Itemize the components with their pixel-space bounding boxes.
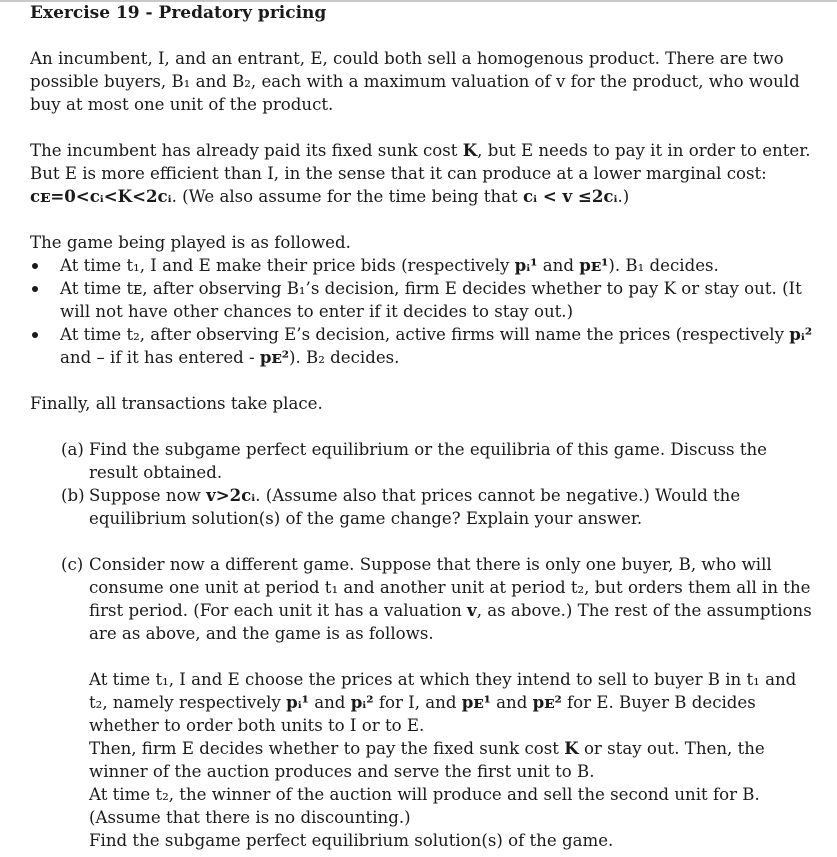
question-c-step-3: At time t₂, the winner of the auction will produce and sell the second unit for B. (Assume that there is no discounting.) [89,785,760,827]
questions-list [30,438,820,852]
game-step-3: At time t₂, after observing E’s decision, active firms will name the prices (respectively pᵢ² and – if it has entered - pᴇ²). B₂ decides. [30,323,820,369]
game-step-1: At time t₁, I and E make their price bids (respectively pᵢ¹ and pᴇ¹). B₁ decides. [30,254,820,277]
question-b-label: (b) [61,486,85,505]
question-c-details [30,668,820,852]
question-a-text: Find the subgame perfect equilibrium or the equilibria of this game. Discuss the result obtained. [89,440,768,482]
finally-paragraph: Finally, all transactions take place. [30,394,323,413]
question-b: (b) Suppose now v>2cᵢ. (Assume also that prices cannot be negative.) Would the equilibrium solution(s) of the game change? Explain your answer. [61,485,741,528]
game-step-2: At time tᴇ, after observing B₁’s decision, firm E decides whether to pay K or stay out. (It will not have other chances to enter if it decides to stay out.) [30,277,820,323]
exercise-document [30,2,820,852]
question-c-step-1: At time t₁, I and E choose the prices at which they intend to sell to buyer B in t₁ and t₂, namely respectively pᵢ¹ and pᵢ² for I, and pᴇ¹ and pᴇ² for E. Buyer B decides whether to order both units to I or to E. [89,670,797,735]
sunk-cost-paragraph: The incumbent has already paid its fixed sunk cost K, but E needs to pay it in order to enter. But E is more efficient than I, in the sense that it can produce at a lower marginal cost: cᴇ=0<cᵢ<K<2cᵢ. (We also assume for the time being that cᵢ < v ≤2cᵢ.) [30,140,811,206]
question-c: (c) Consider now a different game. Suppose that there is only one buyer, B, who will consume one unit at period t₁ and another unit at period t₂, but orders them all in the first period. (For each unit it has a valuation v, as above.) The rest of the assumptions are as above, and the game is as follows. [61,555,812,643]
question-a-label: (a) [61,440,84,459]
question-c-step-2: Then, firm E decides whether to pay the fixed sunk cost K or stay out. Then, the winner of the auction produces and serve the first unit to B. [89,738,765,781]
game-steps-list [30,254,820,369]
exercise-title: Exercise 19 - Predatory pricing [30,3,327,23]
intro-paragraph: An incumbent, I, and an entrant, E, could both sell a homogenous product. There are two possible buyers, B₁ and B₂, each with a maximum valuation of v for the product, who would buy at most one unit of the product. [30,49,800,114]
question-a [30,438,820,484]
game-intro: The game being played is as followed. [30,233,351,252]
question-c-label: (c) [61,555,84,574]
question-c-task: Find the subgame perfect equilibrium solution(s) of the game. [89,831,614,850]
